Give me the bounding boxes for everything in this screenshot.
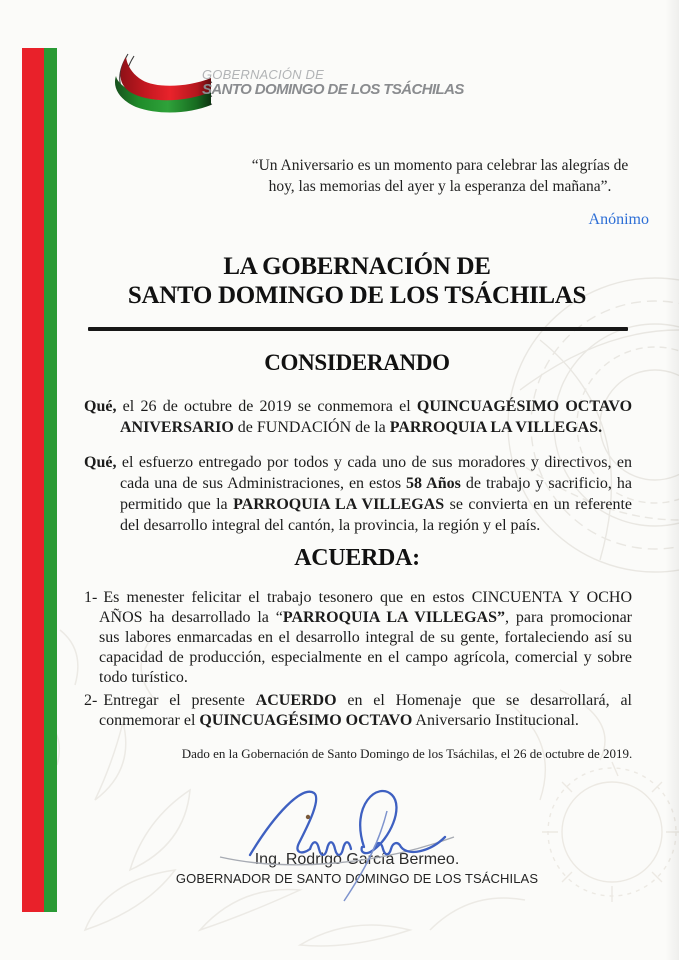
considerando-paragraph-2: Qué, el esfuerzo entregado por todos y cada uno de sus moradores y directivos, en cada una de sus Administraciones, en estos 58 Años de trabajo y sacrificio, ha permitido que la PARROQUIA LA VILLEGAS se convierta en un referente del desarrollo integral del cantón, la provincia, la región y el país. bbox=[84, 454, 633, 534]
logo-line2: SANTO DOMINGO DE LOS TSÁCHILAS bbox=[202, 81, 464, 99]
item-2-text: Entregar el presente ACUERDO en el Homenaje que se desarrollará, al conmemorar el QUINCUAGÉSIMO OCTAVO Aniversario Institucional. bbox=[99, 692, 632, 729]
acuerda-item-1 bbox=[84, 588, 632, 688]
considerando-heading: CONSIDERANDO bbox=[264, 350, 450, 375]
document-title bbox=[50, 252, 664, 310]
signer-title: GOBERNADOR DE SANTO DOMINGO DE LOS TSÁCHILAS bbox=[175, 871, 539, 886]
logo-text bbox=[202, 68, 464, 124]
title-line1: LA GOBERNACIÓN DE bbox=[223, 253, 491, 280]
signer-name: Ing. Rodrigo García Bermeo. bbox=[254, 851, 460, 868]
item-1-number: 1- bbox=[84, 589, 98, 606]
logo-line1: GOBERNACIÓN DE bbox=[202, 67, 324, 82]
acuerda-item-2 bbox=[84, 691, 632, 731]
stripe-green-bar bbox=[44, 48, 57, 912]
stripe-red-bar bbox=[22, 48, 44, 912]
epigraph-quote bbox=[225, 156, 655, 231]
acuerda-heading: ACUERDA: bbox=[294, 545, 420, 571]
signature-ink bbox=[202, 777, 492, 907]
title-divider-rule bbox=[88, 327, 628, 331]
quote-attribution: Anónimo bbox=[588, 211, 649, 228]
gobernacion-logo bbox=[106, 52, 464, 124]
quote-line1: “Un Aniversario es un momento para celebrar las alegrías de bbox=[251, 157, 629, 174]
item-1-text: Es menester felicitar el trabajo tesonero que en estos CINCUENTA Y OCHO AÑOS ha desarrollado la “PARROQUIA LA VILLEGAS”, para promocionar sus labores enmarcadas en el desarrollo integral de su gente, fortaleciendo así su capacidad de producción, especialmente en el campo agrícola, comercial y sobre todo turístico. bbox=[99, 589, 633, 686]
quote-line2: hoy, las memorias del ayer y la esperanza del mañana”. bbox=[268, 177, 612, 195]
considerando-paragraph-1: Qué, el 26 de octubre de 2019 se conmemora el QUINCUAGÉSIMO OCTAVO ANIVERSARIO de FUNDACIÓN de la PARROQUIA LA VILLEGAS. bbox=[84, 398, 633, 436]
issuance-line: Dado en la Gobernación de Santo Domingo de los Tsáchilas, el 26 de octubre de 2019. bbox=[181, 746, 633, 761]
left-accent-stripe bbox=[22, 48, 57, 912]
title-line2: SANTO DOMINGO DE LOS TSÁCHILAS bbox=[127, 282, 587, 309]
item-2-number: 2- bbox=[84, 692, 98, 709]
